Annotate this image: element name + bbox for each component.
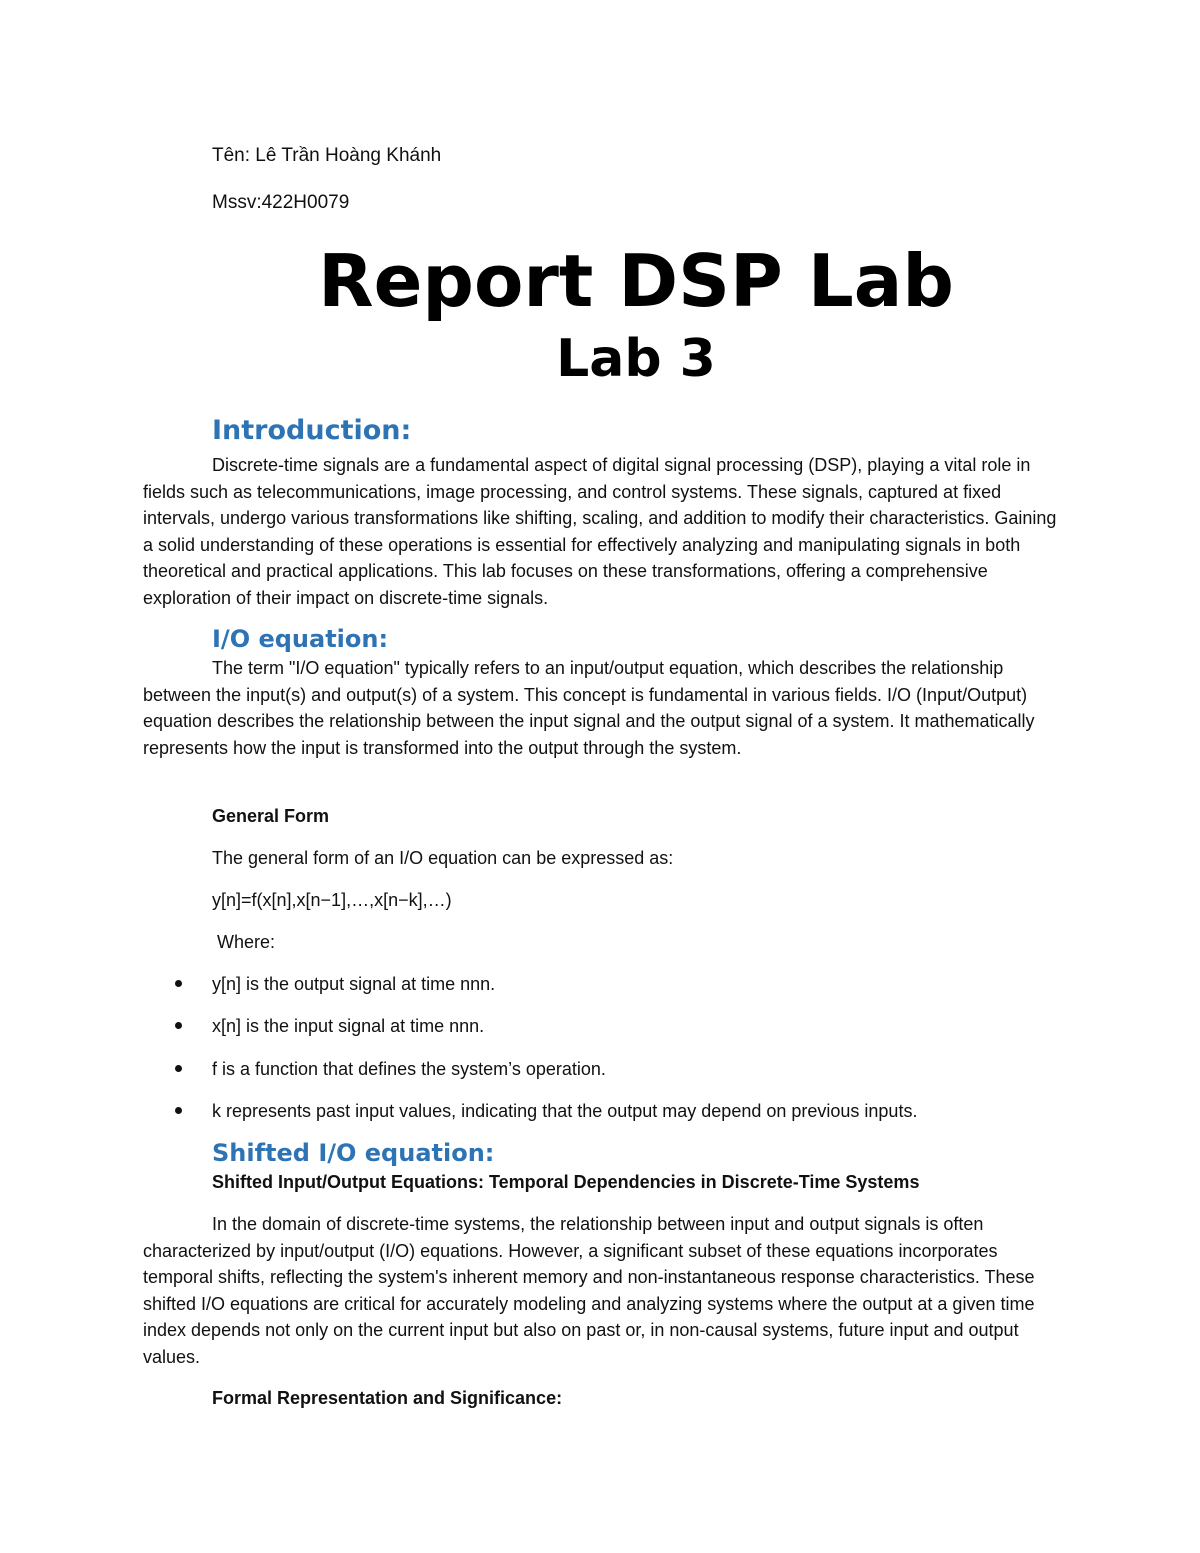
- bullet-icon: [175, 1107, 182, 1114]
- report-title: Report DSP Lab: [318, 239, 954, 323]
- io-equation-heading: I/O equation:: [212, 625, 389, 653]
- bullet-item: k represents past input values, indicating that the output may depend on previous inputs.: [212, 1101, 918, 1121]
- bullet-item: y[n] is the output signal at time nnn.: [212, 974, 496, 994]
- general-form-intro: The general form of an I/O equation can be expressed as:: [212, 848, 674, 868]
- student-id: Mssv:422H0079: [212, 192, 350, 213]
- bullet-icon: [175, 1065, 182, 1072]
- formal-representation-heading: Formal Representation and Significance:: [212, 1388, 563, 1408]
- general-form-heading: General Form: [212, 806, 330, 826]
- bullet-item: x[n] is the input signal at time nnn.: [212, 1016, 485, 1036]
- bullet-icon: [175, 980, 182, 987]
- where-label: Where:: [212, 932, 276, 952]
- report-subtitle: Lab 3: [556, 329, 716, 389]
- student-name: Tên: Lê Trần Hoàng Khánh: [212, 145, 442, 166]
- io-equation-paragraph: The term "I/O equation" typically refers to an input/output equation, which describes the relationship between the input(s) and output(s) of a system. This concept is fundamental in various fields. I/O (Input/Output) equation describes the relationship between the input signal and the output signal of a system. It mathematically represents how the input is transformed into the output through the system.: [143, 658, 1035, 758]
- bullet-item: f is a function that defines the system’s operation.: [212, 1059, 606, 1079]
- shifted-io-paragraph: In the domain of discrete-time systems, the relationship between input and output signals is often characterized by input/output (I/O) equations. However, a significant subset of these equations incorporates temporal shifts, reflecting the system's inherent memory and non-instantaneous response characteristics. These shifted I/O equations are critical for accurately modeling and analyzing systems where the output at a given time index depends not only on the current input but also on past or, in non-causal systems, future input and output values.: [143, 1214, 1035, 1367]
- bullet-icon: [175, 1022, 182, 1029]
- introduction-heading: Introduction:: [212, 415, 412, 446]
- io-equation-formula: y[n]=f(x[n],x[n−1],…,x[n−k],…): [212, 890, 452, 910]
- shifted-io-subheading: Shifted Input/Output Equations: Temporal Dependencies in Discrete-Time Systems: [212, 1172, 920, 1192]
- introduction-paragraph: Discrete-time signals are a fundamental aspect of digital signal processing (DSP), playing a vital role in fields such as telecommunications, image processing, and control systems. These signals, captured at fixed intervals, undergo various transformations like shifting, scaling, and addition to modify their characteristics. Gaining a solid understanding of these operations is essential for effectively analyzing and manipulating signals in both theoretical and practical applications. This lab focuses on these transformations, offering a comprehensive exploration of their impact on discrete-time signals.: [143, 455, 1057, 608]
- shifted-io-heading: Shifted I/O equation:: [212, 1139, 495, 1167]
